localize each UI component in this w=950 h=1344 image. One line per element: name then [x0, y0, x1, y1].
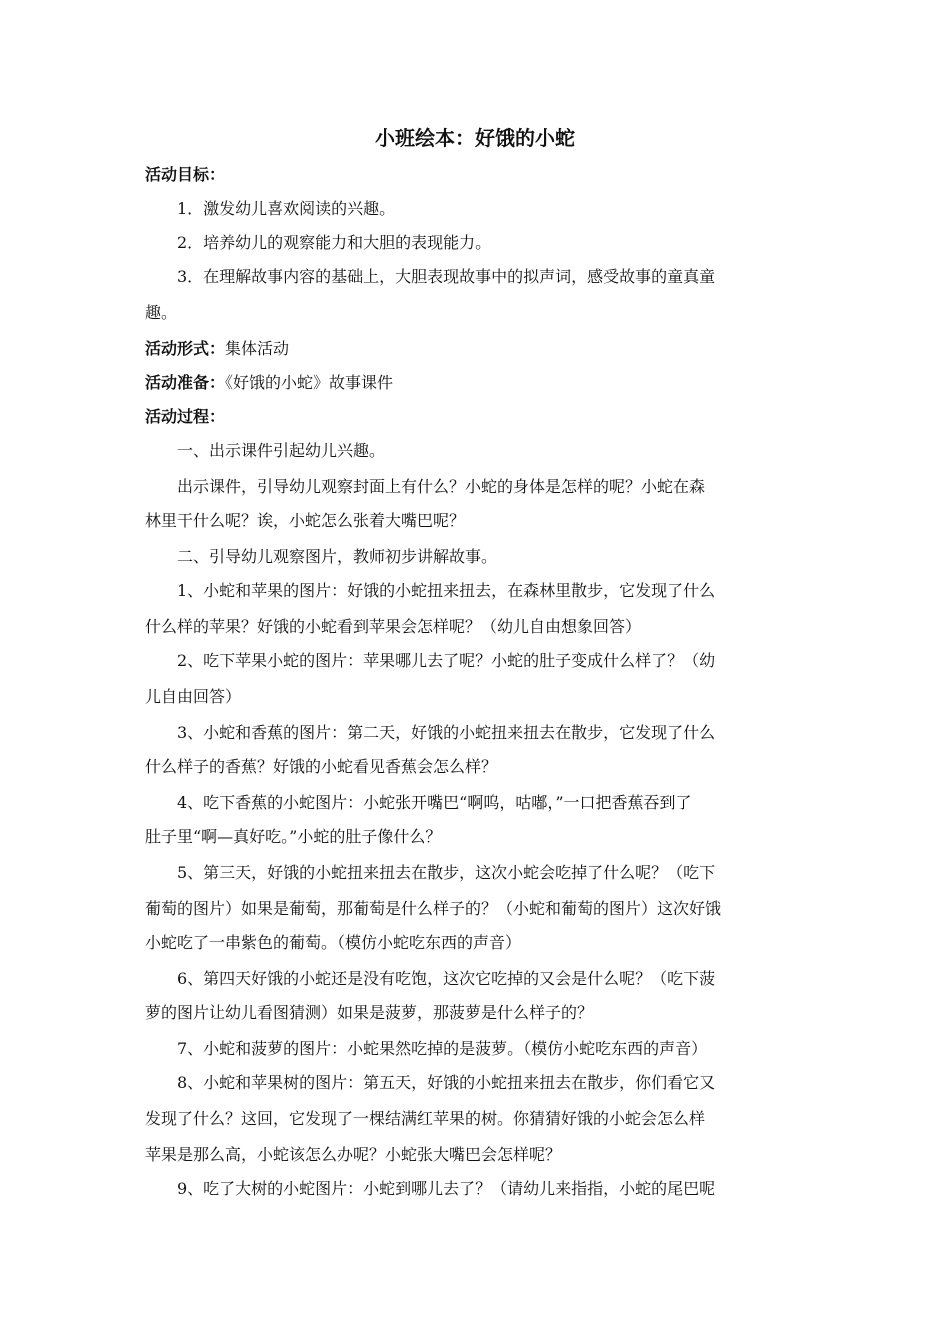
process-line: 1、小蛇和苹果的图片：好饿的小蛇扭来扭去，在森林里散步，它发现了什么: [177, 581, 716, 600]
process-line: 3、小蛇和香蕉的图片：第二天，好饿的小蛇扭来扭去在散步，它发现了什么: [177, 723, 716, 742]
process-line: 萝的图片让幼儿看图猜测）如果是菠萝，那菠萝是什么样子的？: [145, 1003, 594, 1022]
process-line: 7、小蛇和菠萝的图片：小蛇果然吃掉的是菠萝。（模仿小蛇吃东西的声音）: [177, 1039, 708, 1058]
process-line: 4、吃下香蕉的小蛇图片：小蛇张开嘴巴“啊呜，咕嘟，”一口把香蕉吞到了: [177, 793, 692, 812]
process-line: 儿自由回答）: [145, 687, 242, 706]
process-line: 出示课件，引导幼儿观察封面上有什么？小蛇的身体是怎样的呢？小蛇在森: [177, 477, 706, 496]
objective-line: 趣。: [145, 303, 178, 322]
process-line: 肚子里“啊—真好吃。”小蛇的肚子像什么？: [145, 827, 442, 846]
page-title: 小班绘本：好饿的小蛇: [375, 126, 575, 150]
process-line: 葡萄的图片）如果是葡萄，那葡萄是什么样子的？（小蛇和葡萄的图片）这次好饿: [145, 899, 722, 918]
process-line: 小蛇吃了一串紫色的葡萄。（模仿小蛇吃东西的声音）: [145, 933, 522, 952]
objectives-heading: 活动目标：: [145, 165, 226, 184]
process-line: 一、出示课件引起幼儿兴趣。: [177, 441, 386, 460]
process-line: 二、引导幼儿观察图片，教师初步讲解故事。: [177, 547, 498, 566]
objective-line: 2．培养幼儿的观察能力和大胆的表现能力。: [177, 233, 492, 252]
activity-form: [145, 332, 810, 366]
process-line: 8、小蛇和苹果树的图片：第五天，好饿的小蛇扭来扭去在散步，你们看它又: [177, 1073, 716, 1092]
process-line: 9、吃了大树的小蛇图片：小蛇到哪儿去了？（请幼儿来指指，小蛇的尾巴呢: [177, 1179, 716, 1198]
process-line: 林里干什么呢？诶，小蛇怎么张着大嘴巴呢？: [145, 511, 466, 530]
process-line: 苹果是那么高，小蛇该怎么办呢？小蛇张大嘴巴会怎样呢？: [145, 1145, 562, 1164]
process-line: 什么样子的香蕉？好饿的小蛇看见香蕉会怎么样？: [145, 757, 498, 776]
activity-preparation-value: 《好饿的小蛇》故事课件: [225, 373, 394, 392]
process-line: 5、第三天，好饿的小蛇扭来扭去在散步，这次小蛇会吃掉了什么呢？（吃下: [177, 863, 716, 882]
activity-preparation: [145, 366, 810, 400]
process-line: 什么样的苹果？好饿的小蛇看到苹果会怎样呢？（幼儿自由想象回答）: [145, 617, 642, 636]
activity-form-value: 集体活动: [225, 339, 290, 358]
activity-preparation-label: 活动准备：: [145, 373, 226, 392]
process-line: 发现了什么？这回，它发现了一棵结满红苹果的树。你猜猜好饿的小蛇会怎么样: [145, 1109, 706, 1128]
objective-line: 1．激发幼儿喜欢阅读的兴趣。: [177, 199, 396, 218]
process-line: 2、吃下苹果小蛇的图片：苹果哪儿去了呢？小蛇的肚子变成什么样了？（幼: [177, 651, 716, 670]
process-heading: 活动过程：: [145, 407, 226, 426]
process-line: 6、第四天好饿的小蛇还是没有吃饱，这次它吃掉的又会是什么呢？（吃下菠: [177, 969, 716, 988]
activity-form-label: 活动形式：: [145, 339, 226, 358]
objective-line: 3．在理解故事内容的基础上，大胆表现故事中的拟声词，感受故事的童真童: [177, 267, 716, 286]
